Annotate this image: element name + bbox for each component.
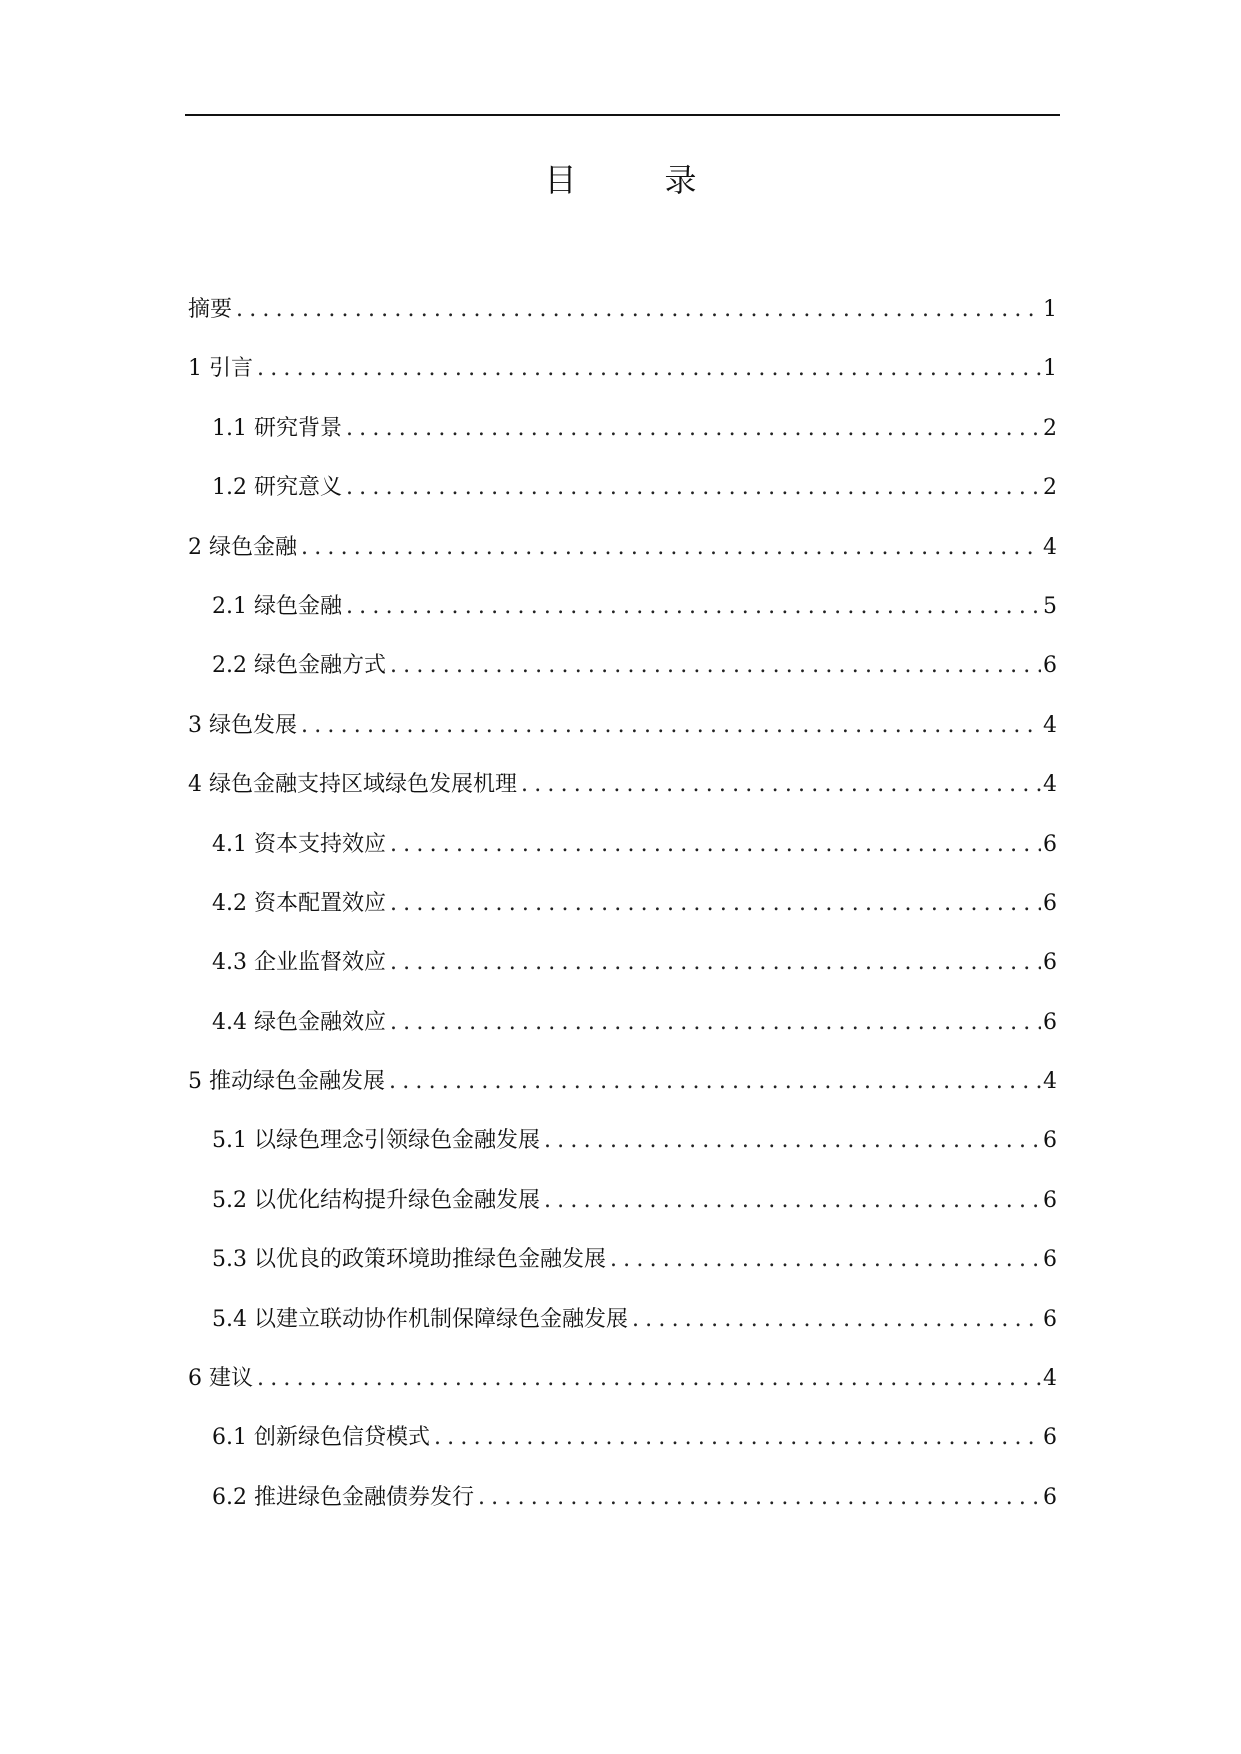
toc-entry-page: 4 xyxy=(1043,772,1057,798)
toc-dot-leader xyxy=(301,706,1041,746)
toc-entry-page: 1 xyxy=(1043,356,1057,382)
toc-entry-page: 6 xyxy=(1043,653,1057,679)
toc-entry-label: 2 绿色金融 xyxy=(188,534,297,560)
toc-entry[interactable] xyxy=(188,1359,1057,1418)
toc-entry[interactable] xyxy=(188,1062,1057,1121)
toc-entry[interactable] xyxy=(188,943,1057,1002)
toc-dot-leader xyxy=(257,1359,1041,1399)
toc-dot-leader xyxy=(346,409,1041,449)
toc-entry[interactable] xyxy=(188,646,1057,705)
toc-entry[interactable] xyxy=(188,1418,1057,1477)
toc-entry-page: 2 xyxy=(1043,475,1057,501)
toc-entry-label: 5.2 以优化结构提升绿色金融发展 xyxy=(212,1187,540,1213)
toc-entry-page: 6 xyxy=(1043,1187,1057,1213)
toc-dot-leader xyxy=(478,1478,1041,1518)
toc-entry[interactable] xyxy=(188,409,1057,468)
toc-entry-page: 4 xyxy=(1043,1366,1057,1392)
header-rule xyxy=(185,114,1060,116)
toc-entry-label: 4 绿色金融支持区域绿色发展机理 xyxy=(188,772,517,798)
toc-entry-label: 2.2 绿色金融方式 xyxy=(212,653,386,679)
toc-entry-label: 2.1 绿色金融 xyxy=(212,593,342,619)
toc-entry-label: 5.1 以绿色理念引领绿色金融发展 xyxy=(212,1128,540,1154)
toc-entry-page: 5 xyxy=(1043,593,1057,619)
toc-dot-leader xyxy=(544,1181,1041,1221)
toc-entry-label: 1 引言 xyxy=(188,356,253,382)
toc-entry-page: 1 xyxy=(1043,297,1057,322)
toc-entry[interactable] xyxy=(188,825,1057,884)
toc-entry[interactable] xyxy=(188,1240,1057,1299)
toc-entry[interactable] xyxy=(188,1181,1057,1240)
toc-entry-label: 4.3 企业监督效应 xyxy=(212,950,386,976)
toc-entry-label: 1.1 研究背景 xyxy=(212,415,342,441)
toc-entry-label: 1.2 研究意义 xyxy=(212,475,342,501)
toc-entry-page: 6 xyxy=(1043,831,1057,857)
toc-entry[interactable] xyxy=(188,528,1057,587)
toc-entry[interactable] xyxy=(188,587,1057,646)
toc-dot-leader xyxy=(390,1003,1041,1043)
toc-entry-label: 6.2 推进绿色金融债券发行 xyxy=(212,1484,474,1510)
toc-entry[interactable] xyxy=(188,468,1057,527)
toc-entry-page: 6 xyxy=(1043,890,1057,916)
toc-entry-label: 5.4 以建立联动协作机制保障绿色金融发展 xyxy=(212,1306,628,1332)
toc-entry[interactable] xyxy=(188,765,1057,824)
toc-entry-page: 6 xyxy=(1043,1306,1057,1332)
toc-entry[interactable] xyxy=(188,1478,1057,1537)
toc-entry-page: 4 xyxy=(1043,1069,1057,1095)
toc-entry-label: 4.2 资本配置效应 xyxy=(212,890,386,916)
toc-entry[interactable] xyxy=(188,1121,1057,1180)
toc-dot-leader xyxy=(301,528,1041,568)
toc-dot-leader xyxy=(390,943,1041,983)
toc-entry-page: 6 xyxy=(1043,1425,1057,1451)
toc-entry-label: 摘要 xyxy=(188,297,233,322)
toc-entry[interactable] xyxy=(188,349,1057,408)
toc-dot-leader xyxy=(544,1121,1041,1161)
toc-entry-label: 6 建议 xyxy=(188,1366,253,1392)
toc-entry[interactable] xyxy=(188,1300,1057,1359)
toc-entry-label: 5 推动绿色金融发展 xyxy=(188,1069,385,1095)
toc-dot-leader xyxy=(521,765,1041,805)
page-title: 目 录 xyxy=(544,161,725,199)
toc-dot-leader xyxy=(390,825,1041,865)
toc-entry-page: 6 xyxy=(1043,950,1057,976)
toc-entry-page: 6 xyxy=(1043,1484,1057,1510)
toc-entry-label: 4.4 绿色金融效应 xyxy=(212,1009,386,1035)
toc-entry-page: 4 xyxy=(1043,534,1057,560)
toc-dot-leader xyxy=(257,349,1041,389)
toc-entry-page: 4 xyxy=(1043,712,1057,738)
toc-entry-label: 6.1 创新绿色信贷模式 xyxy=(212,1425,430,1451)
toc-dot-leader xyxy=(632,1300,1041,1340)
toc-dot-leader xyxy=(434,1418,1041,1458)
toc-entry[interactable] xyxy=(188,884,1057,943)
toc-entry-label: 5.3 以优良的政策环境助推绿色金融发展 xyxy=(212,1247,606,1273)
toc-entry[interactable] xyxy=(188,1003,1057,1062)
toc-dot-leader xyxy=(236,290,1041,330)
toc-entry-label: 3 绿色发展 xyxy=(188,712,297,738)
table-of-contents xyxy=(188,290,1057,1537)
toc-entry-label: 4.1 资本支持效应 xyxy=(212,831,386,857)
toc-dot-leader xyxy=(346,587,1041,627)
toc-entry-page: 6 xyxy=(1043,1128,1057,1154)
toc-entry-page: 2 xyxy=(1043,415,1057,441)
toc-dot-leader xyxy=(346,468,1041,508)
toc-dot-leader xyxy=(390,884,1041,924)
toc-entry[interactable] xyxy=(188,290,1057,349)
toc-entry[interactable] xyxy=(188,706,1057,765)
toc-dot-leader xyxy=(610,1240,1041,1280)
toc-entry-page: 6 xyxy=(1043,1009,1057,1035)
toc-dot-leader xyxy=(390,646,1041,686)
toc-dot-leader xyxy=(389,1062,1041,1102)
toc-entry-page: 6 xyxy=(1043,1247,1057,1273)
